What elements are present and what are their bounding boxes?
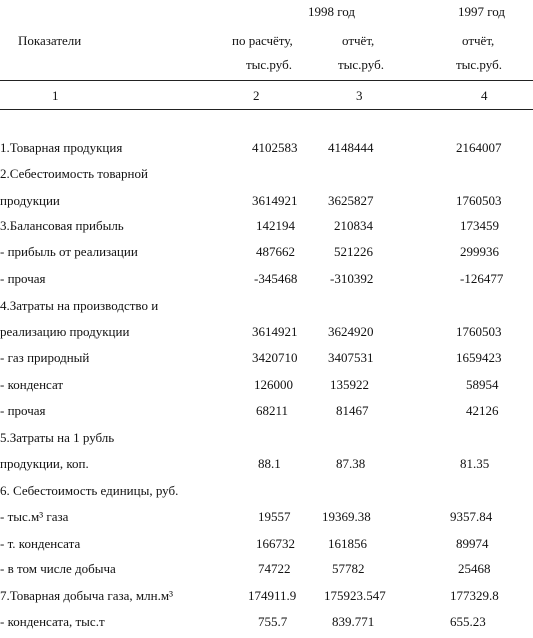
row-value-c3: -310392 — [330, 271, 374, 286]
row-value-c3: 175923.547 — [324, 588, 386, 603]
row-value-c2: 3420710 — [252, 350, 298, 365]
row-value-c3: 3625827 — [328, 193, 374, 208]
header-report97-line2: тыс.руб. — [456, 57, 502, 72]
row-label: 6. Себестоимость единицы, руб. — [0, 483, 179, 498]
row-label: 7.Товарная добыча газа, млн.м³ — [0, 588, 173, 603]
row-value-c2: 174911.9 — [248, 588, 297, 603]
header-planned-line1: по расчёту, — [232, 33, 293, 48]
header-report-line1: отчёт, — [342, 33, 375, 48]
row-value-c2: 166732 — [256, 536, 295, 551]
row-value-c2: 755.7 — [258, 614, 288, 629]
row-value-c3: 161856 — [328, 536, 367, 551]
row-label: 3.Балансовая прибыль — [0, 218, 124, 233]
row-value-c3: 3624920 — [328, 324, 374, 339]
row-value-c4: 1760503 — [456, 193, 502, 208]
row-label: продукции, коп. — [0, 456, 89, 471]
row-value-c4: 42126 — [466, 403, 499, 418]
row-value-c2: 19557 — [258, 509, 291, 524]
row-value-c3: 210834 — [334, 218, 373, 233]
row-value-c3: 521226 — [334, 244, 373, 259]
row-value-c4: 9357.84 — [450, 509, 493, 524]
row-label: - в том числе добыча — [0, 561, 116, 576]
row-value-c4: 1760503 — [456, 324, 502, 339]
row-value-c3: 19369.38 — [322, 509, 371, 524]
row-label: - газ природный — [0, 350, 90, 365]
row-value-c4: 81.35 — [460, 456, 490, 471]
row-label: 4.Затраты на производство и — [0, 298, 159, 313]
row-value-c2: 3614921 — [252, 193, 298, 208]
row-value-c2: 126000 — [254, 377, 293, 392]
row-label: - тыс.м³ газа — [0, 509, 69, 524]
row-label: 5.Затраты на 1 рубль — [0, 430, 115, 445]
header-indicators: Показатели — [18, 33, 82, 48]
row-value-c2: 88.1 — [258, 456, 281, 471]
row-value-c4: 89974 — [456, 536, 489, 551]
header-planned-line2: тыс.руб. — [246, 57, 292, 72]
row-value-c2: 4102583 — [252, 140, 298, 155]
header-col-num-1: 1 — [52, 88, 59, 103]
row-value-c4: -126477 — [460, 271, 504, 286]
row-label: - т. конденсата — [0, 536, 81, 551]
row-value-c4: 177329.8 — [450, 588, 499, 603]
row-value-c3: 81467 — [336, 403, 369, 418]
header-col-num-2: 2 — [253, 88, 260, 103]
row-value-c3: 4148444 — [328, 140, 374, 155]
row-label: - конденсат — [0, 377, 64, 392]
row-value-c4: 299936 — [460, 244, 499, 259]
row-label: продукции — [0, 193, 60, 208]
header-top-rule — [0, 80, 533, 81]
row-value-c4: 58954 — [466, 377, 499, 392]
row-label: 1.Товарная продукция — [0, 140, 123, 155]
row-value-c3: 135922 — [330, 377, 369, 392]
row-value-c4: 2164007 — [456, 140, 502, 155]
row-value-c2: 74722 — [258, 561, 291, 576]
row-label: - прибыль от реализации — [0, 244, 138, 259]
header-year-1997: 1997 год — [458, 4, 505, 19]
row-label: - прочая — [0, 271, 46, 286]
row-label: 2.Себестоимость товарной — [0, 166, 148, 181]
row-label: реализацию продукции — [0, 324, 130, 339]
row-value-c3: 839.771 — [332, 614, 375, 629]
header-col-num-3: 3 — [356, 88, 363, 103]
row-value-c4: 25468 — [458, 561, 491, 576]
row-label: - прочая — [0, 403, 46, 418]
row-value-c2: -345468 — [254, 271, 298, 286]
row-value-c2: 142194 — [256, 218, 295, 233]
row-value-c2: 68211 — [256, 403, 289, 418]
header-year-1998: 1998 год — [308, 4, 355, 19]
row-value-c4: 655.23 — [450, 614, 486, 629]
row-value-c3: 57782 — [332, 561, 365, 576]
header-col-num-4: 4 — [481, 88, 488, 103]
header-bottom-rule — [0, 109, 533, 110]
row-value-c4: 173459 — [460, 218, 499, 233]
row-value-c3: 87.38 — [336, 456, 366, 471]
header-report97-line1: отчёт, — [462, 33, 495, 48]
row-value-c4: 1659423 — [456, 350, 502, 365]
row-label: - конденсата, тыс.т — [0, 614, 105, 629]
row-value-c2: 3614921 — [252, 324, 298, 339]
header-report-line2: тыс.руб. — [338, 57, 384, 72]
row-value-c2: 487662 — [256, 244, 295, 259]
row-value-c3: 3407531 — [328, 350, 374, 365]
